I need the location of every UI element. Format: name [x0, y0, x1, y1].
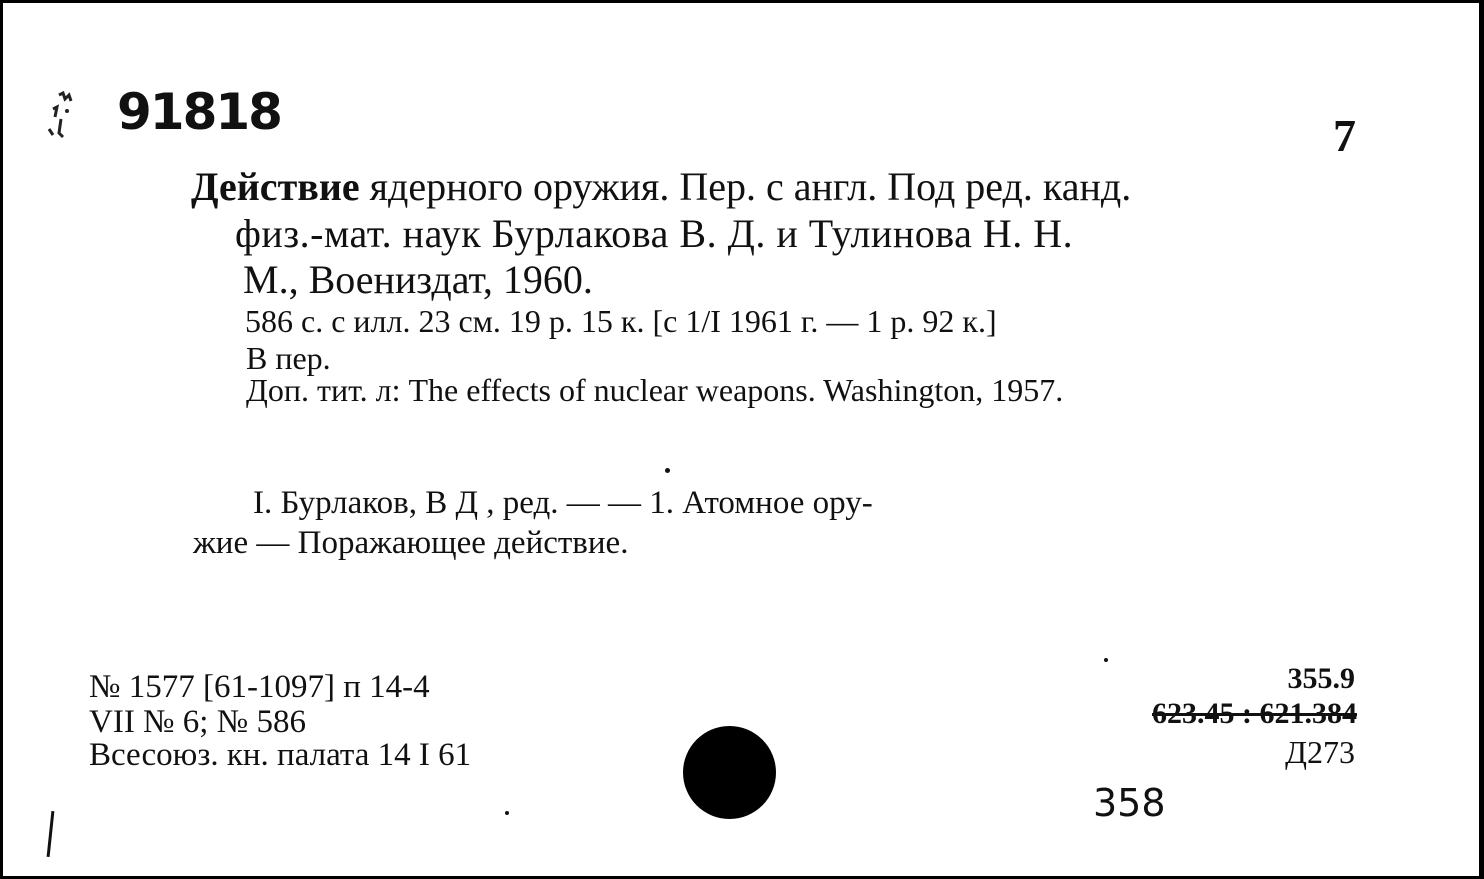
editors-line: физ.-мат. наук Бурлакова В. Д. и Тулинова Н. Н.	[235, 211, 1074, 256]
publisher-number: № 1577 [61-1097] п 14-4	[89, 669, 430, 705]
author-mark: Д273	[1285, 734, 1355, 770]
publisher-series: VII № 6; № 586	[89, 704, 306, 740]
collation-line: 586 с. с илл. 23 см. 19 р. 15 к. [с 1/I 1961 г. — 1 р. 92 к.]	[245, 303, 997, 339]
card-number: 7	[1333, 110, 1356, 161]
inventory-number: 91818	[117, 83, 281, 141]
tracing-line-2: жие — Поражающее действие.	[193, 525, 629, 561]
ink-dot	[505, 811, 509, 815]
tracing-line-1: I. Бурлаков, В Д , ред. — — 1. Атомное ору-	[253, 485, 873, 521]
ink-dot	[1104, 658, 1108, 662]
imprint-line: М., Воениздат, 1960.	[243, 257, 593, 302]
binding-line: В пер.	[246, 340, 331, 376]
title-bold: Действие	[191, 164, 360, 209]
punch-hole	[683, 726, 776, 819]
title-rest: ядерного оружия. Пер. с англ. Под ред. канд.	[359, 164, 1132, 209]
original-title-line: Доп. тит. л: The effects of nuclear weapons. Washington, 1957.	[246, 372, 1064, 408]
classification-primary: 355.9	[1287, 662, 1355, 695]
publisher-chamber: Всесоюз. кн. палата 14 I 61	[89, 737, 472, 773]
stamp-smudge	[41, 89, 87, 149]
classification-struck: 623.45 : 621.384	[1152, 697, 1357, 730]
handwritten-number: 358	[1093, 781, 1166, 825]
pencil-mark	[47, 811, 55, 857]
ink-dot	[665, 468, 670, 473]
title-line	[191, 163, 1131, 210]
